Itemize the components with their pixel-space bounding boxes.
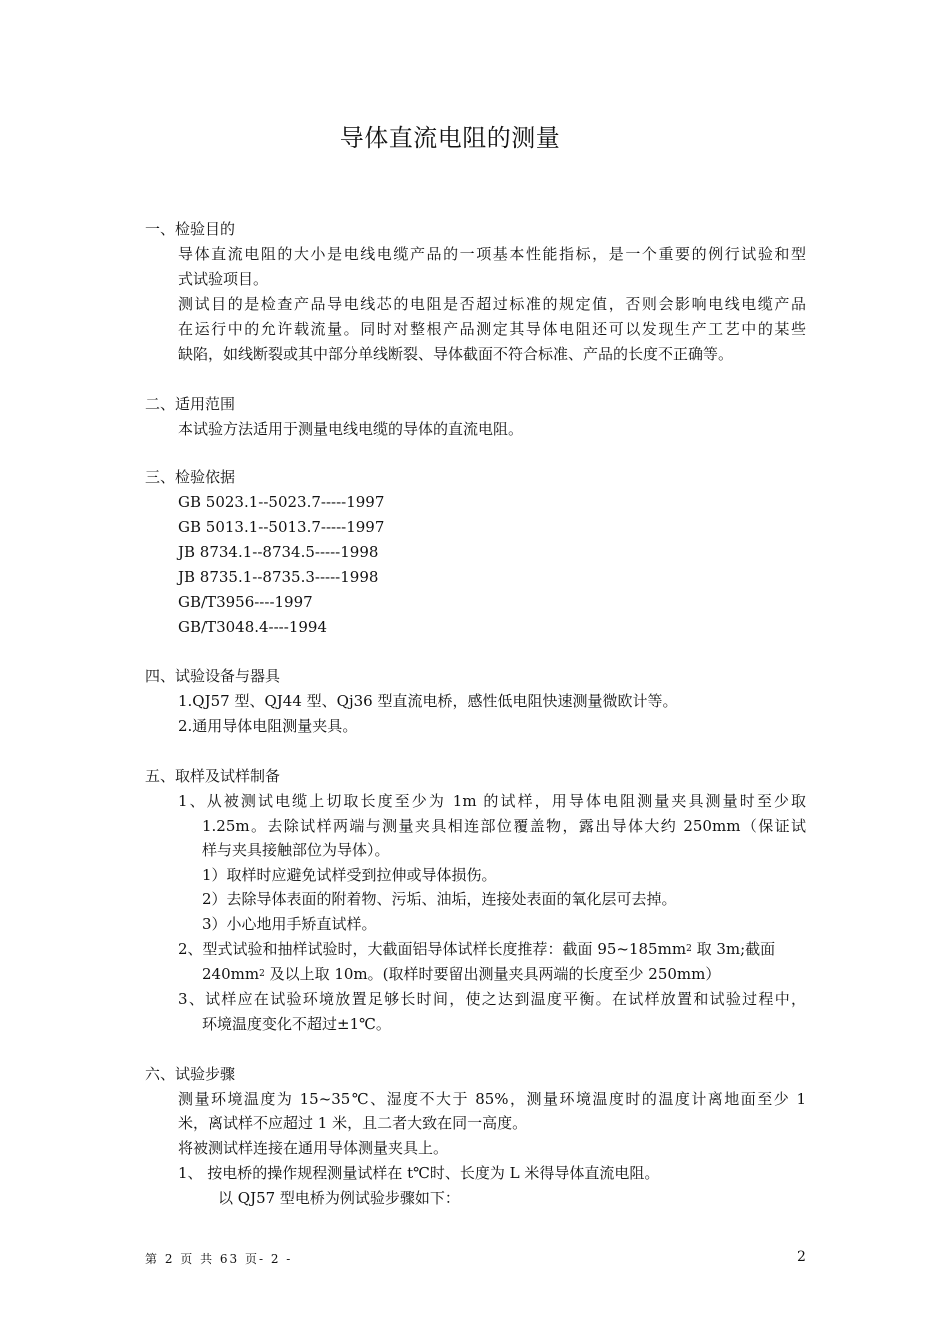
standard-item: GB/T3956----1997: [178, 593, 313, 611]
section-2-text: 本试验方法适用于测量电线电缆的导体的直流电阻。: [178, 420, 524, 438]
section-1-heading: 一、检验目的: [145, 220, 236, 238]
section-6-text: 米，离试样不应超过 1 米，且二者大致在同一高度。: [178, 1114, 528, 1132]
sample-item-2-text: 取 3m;截面: [691, 940, 776, 958]
procedure-subtext: 以 QJ57 型电桥为例试验步骤如下：: [218, 1189, 460, 1207]
sample-item-1: 样与夹具接触部位为导体）。: [202, 841, 390, 859]
sample-item-3: 3、试样应在试验环境放置足够长时间，使之达到温度平衡。在试样放置和试验过程中，: [178, 990, 806, 1008]
equipment-item: 2.通用导体电阻测量夹具。: [178, 717, 358, 735]
section-6-text: 测量环境温度为 15~35℃、湿度不大于 85%，测量环境温度时的温度计离地面至少 1: [178, 1090, 806, 1108]
section-3-heading: 三、检验依据: [145, 468, 236, 486]
section-1-text: 在运行中的允许载流量。同时对整根产品测定其导体电阻还可以发现生产工艺中的某些: [178, 320, 806, 338]
section-1-text: 缺陷，如线断裂或其中部分单线断裂、导体截面不符合标准、产品的长度不正确等。: [178, 345, 734, 363]
procedure-item: 1、 按电桥的操作规程测量试样在 t℃时、长度为 L 米得导体直流电阻。: [178, 1164, 660, 1182]
superscript: 2: [259, 969, 265, 979]
sample-item-2-text: 240mm: [202, 965, 260, 983]
section-2-heading: 二、适用范围: [145, 395, 236, 413]
sample-subitem: 3）小心地用手矫直试样。: [202, 915, 377, 933]
sample-item-1: 1.25m。去除试样两端与测量夹具相连部位覆盖物，露出导体大约 250mm（保证试: [202, 817, 806, 835]
page-footer-info: 第 2 页 共 63 页- 2 -: [145, 1252, 293, 1266]
sample-item-2-text: 及以上取 10m。(取样时要留出测量夹具两端的长度至少 250mm）: [264, 965, 721, 983]
section-6-text: 将被测试样连接在通用导体测量夹具上。: [178, 1139, 449, 1157]
standard-item: GB 5013.1--5013.7-----1997: [178, 518, 385, 536]
standard-item: GB/T3048.4----1994: [178, 618, 327, 636]
standard-item: JB 8734.1--8734.5-----1998: [178, 543, 379, 561]
page-title: 导体直流电阻的测量: [339, 124, 561, 152]
sample-subitem: 1）取样时应避免试样受到拉伸或导体损伤。: [202, 866, 497, 884]
sample-subitem: 2）去除导体表面的附着物、污垢、油垢，连接处表面的氧化层可去掉。: [202, 890, 677, 908]
standard-item: GB 5023.1--5023.7-----1997: [178, 493, 385, 511]
superscript: 2: [686, 944, 692, 954]
section-1-text: 测试目的是检查产品导电线芯的电阻是否超过标准的规定值，否则会影响电线电缆产品: [178, 295, 806, 313]
section-1-text: 式试验项目。: [178, 270, 269, 288]
standard-item: JB 8735.1--8735.3-----1998: [178, 568, 379, 586]
equipment-item: 1.QJ57 型、QJ44 型、Qj36 型直流电桥，感性低电阻快速测量微欧计等。: [178, 692, 678, 710]
section-4-heading: 四、试验设备与器具: [145, 667, 281, 685]
page-number: 2: [797, 1249, 806, 1265]
sample-item-2: [178, 939, 775, 959]
section-1-text: 导体直流电阻的大小是电线电缆产品的一项基本性能指标，是一个重要的例行试验和型: [178, 245, 806, 263]
section-5-heading: 五、取样及试样制备: [145, 767, 281, 785]
section-6-heading: 六、试验步骤: [145, 1065, 236, 1083]
sample-item-2: [202, 964, 720, 984]
sample-item-2-text: 2、型式试验和抽样试验时，大截面铝导体试样长度推荐：截面 95~185mm: [178, 940, 687, 958]
sample-item-1: 1、从被测试电缆上切取长度至少为 1m 的试样，用导体电阻测量夹具测量时至少取: [178, 792, 806, 810]
sample-item-3: 环境温度变化不超过±1℃。: [202, 1015, 391, 1033]
